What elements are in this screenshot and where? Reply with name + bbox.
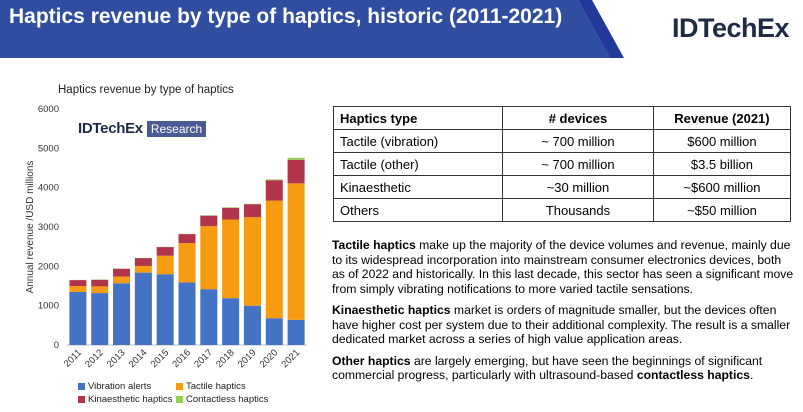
bar-tactile-haptics-2011 [69,286,86,292]
y-tick-label: 4000 [37,182,59,194]
bar-vibration-alerts-2012 [91,293,108,345]
table-header-row [334,107,791,130]
table-cell: ~ 700 million [503,153,654,176]
bar-tactile-haptics-2020 [266,201,283,319]
bar-kinaesthetic-haptics-2020 [266,180,283,200]
paragraph-tactile [332,238,794,296]
legend-label: Vibration alerts [88,381,152,392]
legend-swatch [78,383,85,390]
description-text [332,238,794,390]
y-tick-label: 1000 [37,300,59,312]
bar-tactile-haptics-2014 [135,266,152,273]
paragraph-body: are largely emerging, but have seen the beginnings of significant commercial progress, particularly with ultrasound-based [332,353,763,382]
table-cell: Thousands [503,199,654,222]
bar-tactile-haptics-2021 [288,183,305,319]
y-tick-label: 6000 [37,104,59,115]
bar-vibration-alerts-2015 [157,274,174,345]
paragraph-heading: Tactile haptics [332,238,416,252]
bar-kinaesthetic-haptics-2015 [157,247,174,256]
x-tick-label: 2019 [235,347,259,371]
slide-title: Haptics revenue by type of haptics, historic (2011-2021) [9,5,563,28]
bar-kinaesthetic-haptics-2017 [200,216,217,227]
x-tick-label: 2017 [192,347,215,371]
y-tick-label: 3000 [37,222,59,233]
paragraph-body: . [749,368,754,382]
bar-tactile-haptics-2016 [178,243,195,282]
legend-label: Contactless haptics [186,394,269,405]
x-tick-label: 2013 [104,347,128,371]
bar-vibration-alerts-2013 [113,283,130,345]
x-tick-label: 2015 [148,347,172,371]
table-cell: Tactile (other) [334,153,503,176]
x-tick-label: 2016 [170,347,194,371]
table-row [334,199,791,222]
table-cell: Tactile (vibration) [334,130,503,153]
table-cell: ~$600 million [653,176,790,199]
bar-tactile-haptics-2015 [157,256,174,274]
bar-contactless-haptics-2020 [266,179,283,180]
paragraph-body: market is orders of magnitude smaller, but the devices often have higher cost per system due to their additional complexity. The result is a smaller dedicated market across a series of high value application areas. [332,303,791,346]
legend-item [176,394,268,405]
paragraph-kinaesthetic [332,303,794,347]
bar-kinaesthetic-haptics-2012 [91,280,108,287]
x-tick-label: 2012 [83,347,106,371]
table-cell: Others [334,199,503,222]
paragraph-heading: Other haptics [332,353,411,368]
bar-kinaesthetic-haptics-2019 [244,204,261,217]
table-cell: ~$50 million [653,199,790,222]
table-row [334,176,791,199]
table-header: Revenue (2021) [653,107,790,130]
bar-tactile-haptics-2012 [91,286,108,293]
table-cell: ~30 million [503,176,654,199]
legend-label: Tactile haptics [186,381,246,392]
table-cell: ~ 700 million [503,130,654,153]
bar-vibration-alerts-2021 [288,320,305,345]
paragraph-heading: Kinaesthetic haptics [332,303,451,317]
bar-kinaesthetic-haptics-2014 [135,258,152,266]
table-cell: $3.5 billion [653,153,790,176]
y-tick-label: 0 [53,340,59,351]
bar-kinaesthetic-haptics-2011 [69,280,86,286]
x-tick-label: 2014 [126,347,150,371]
legend-item [176,381,246,392]
y-tick-label: 2000 [37,261,59,273]
revenue-stacked-bar-chart [0,80,330,380]
bar-vibration-alerts-2020 [266,318,283,345]
legend-item [78,381,151,392]
chart-brand-name: IDTechEx [78,120,143,137]
slide-header [0,0,803,58]
paragraph-body: make up the majority of the device volumes and revenue, mainly due to its widespread incorporation into mainstream consumer electronics devices, both as of 2022 and historically. In this last decade, this sector has seen a significant move from simply vibrating notifications to more varied tactile sensations. [332,238,794,296]
bar-tactile-haptics-2017 [200,226,217,289]
idtechex-logo: IDTechEx [671,13,789,43]
bar-vibration-alerts-2018 [222,298,239,345]
bar-tactile-haptics-2019 [244,217,261,306]
bar-vibration-alerts-2011 [69,292,86,345]
table-header: # devices [503,107,654,130]
bar-tactile-haptics-2013 [113,277,130,284]
legend-label: Kinaesthetic haptics [88,394,173,405]
legend-swatch [176,396,183,403]
paragraph-emphasis: contactless haptics [636,368,750,382]
bar-kinaesthetic-haptics-2021 [288,160,305,184]
chart-title: Haptics revenue by type of haptics [58,84,234,96]
x-tick-label: 2018 [214,347,237,371]
table-row [334,130,791,153]
bar-kinaesthetic-haptics-2016 [178,234,195,243]
table-row [334,153,791,176]
haptics-summary-table [333,106,791,222]
legend-swatch [176,383,183,390]
chart-brand-tag: Research [147,121,206,137]
bar-kinaesthetic-haptics-2013 [113,269,130,277]
bar-vibration-alerts-2019 [244,306,261,345]
table-cell: $600 million [653,130,790,153]
table-cell: Kinaesthetic [334,176,503,199]
bar-tactile-haptics-2018 [222,220,239,299]
legend-swatch [78,396,85,403]
x-tick-label: 2021 [279,347,303,371]
legend-item [78,394,173,405]
bar-contactless-haptics-2021 [288,158,305,160]
x-tick-label: 2020 [257,347,281,371]
bar-vibration-alerts-2017 [200,289,217,345]
paragraph-other [332,354,794,383]
bar-kinaesthetic-haptics-2018 [222,208,239,220]
table-header: Haptics type [334,107,503,130]
bar-vibration-alerts-2016 [178,282,195,345]
bar-vibration-alerts-2014 [135,273,152,345]
y-axis-label: Annual revenue /USD millions [25,160,36,294]
x-tick-label: 2011 [61,347,85,370]
y-tick-label: 5000 [37,143,59,155]
